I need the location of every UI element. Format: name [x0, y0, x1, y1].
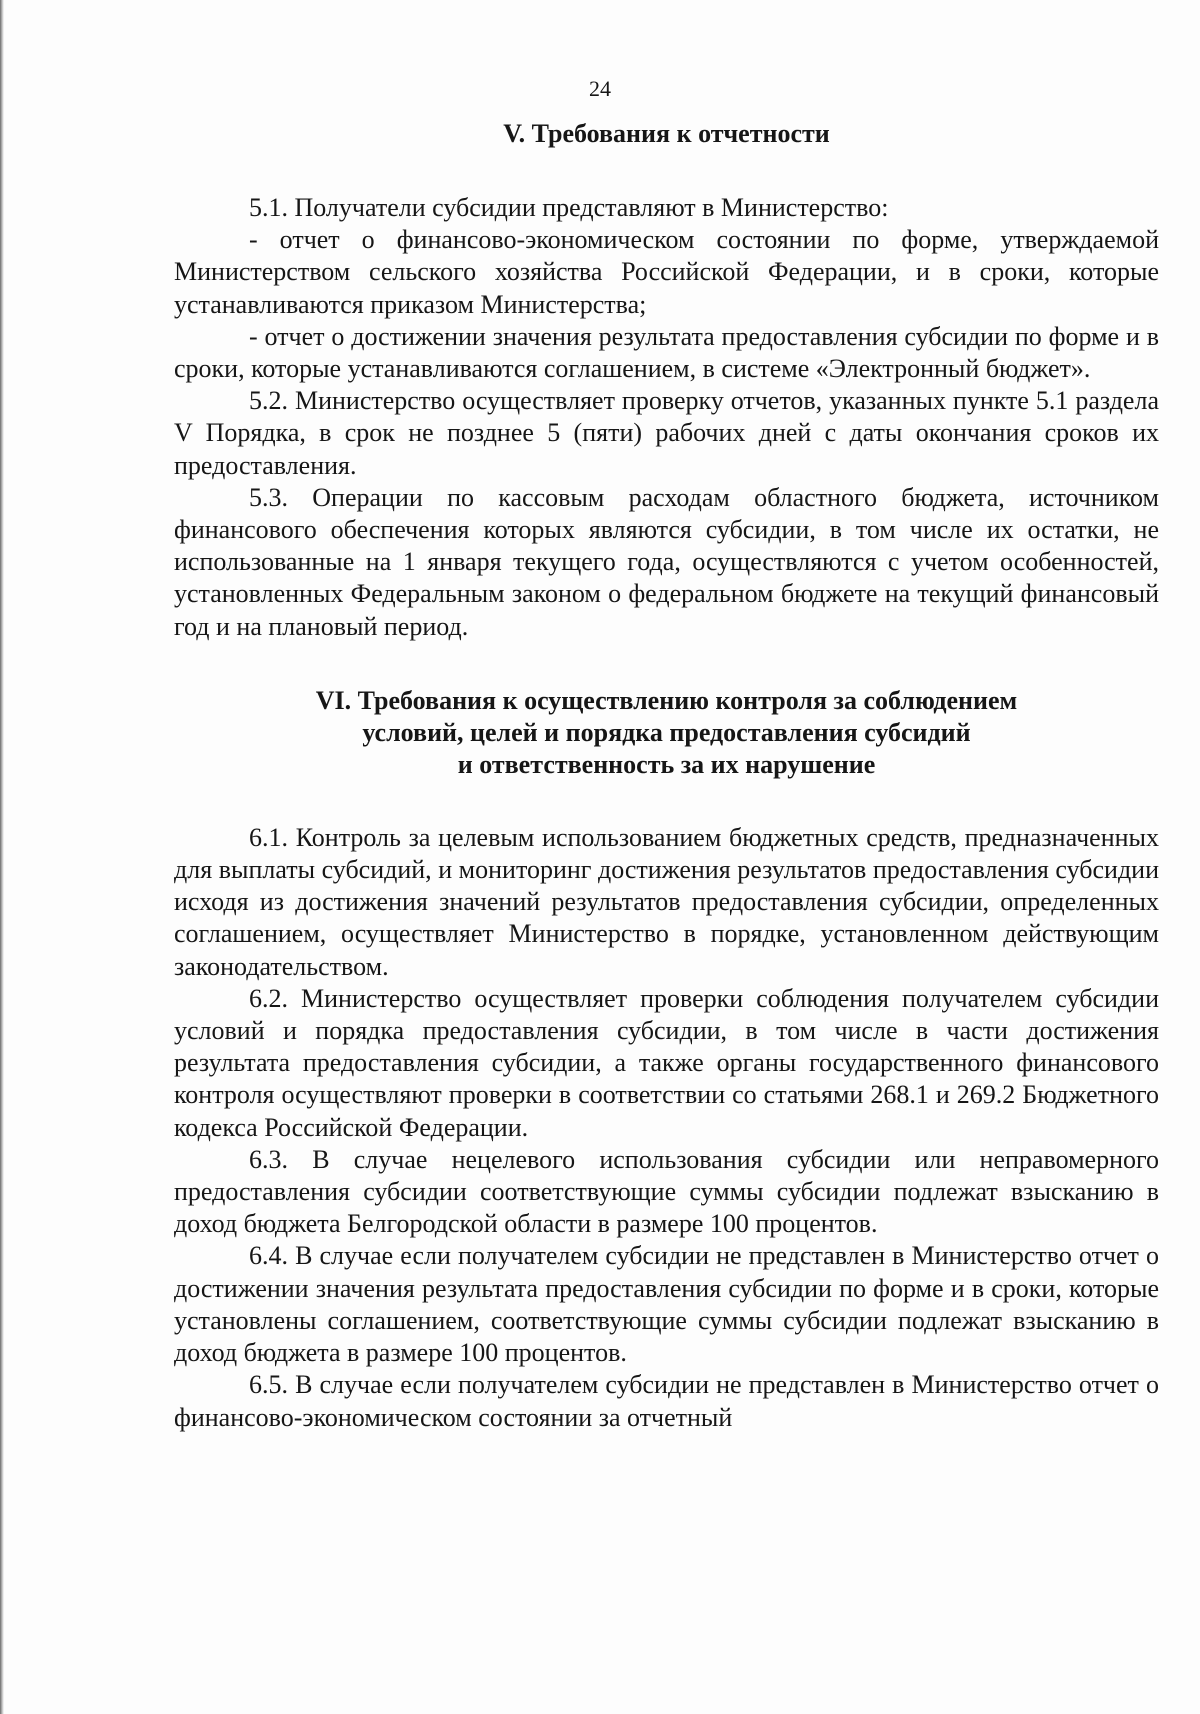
paragraph-5-3: 5.3. Операции по кассовым расходам областного бюджета, источником финансового обеспечения которых являются субсидии, в том числе их остатки, не использованные на 1 января текущего года, осуществляются с учетом особенностей, установленных Федеральным законом о федеральном бюджете на текущий финансовый год и на плановый период. [174, 482, 1159, 641]
paragraph-6-3: 6.3. В случае нецелевого использования субсидии или неправомерного предоставления субсидии соответствующие суммы субсидии подлежат взысканию в доход бюджета Белгородской области в размере 100 процентов. [174, 1144, 1159, 1239]
paragraph-6-5: 6.5. В случае если получателем субсидии не представлен в Министерство отчет о финансово-экономическом состоянии за отчетный [174, 1370, 1159, 1432]
scan-edge-shadow [0, 0, 4, 1714]
section-6-heading-line: VI. Требования к осуществлению контроля за соблюдением [315, 685, 1018, 715]
document-body [174, 118, 1159, 1434]
section-6-heading [174, 685, 1159, 781]
paragraph-5-1: 5.1. Получатели субсидии представляют в Министерство: [249, 193, 889, 222]
paragraph-5-2: 5.2. Министерство осуществляет проверку отчетов, указанных пункте 5.1 раздела V Порядка, в срок не позднее 5 (пяти) рабочих дней с даты окончания сроков их предоставления. [174, 386, 1159, 480]
section-6-heading-line: и ответственность за их нарушение [457, 749, 876, 779]
paragraph-6-1: 6.1. Контроль за целевым использованием бюджетных средств, предназначенных для выплаты субсидий, и мониторинг достижения результатов предоставления субсидии исходя из достижения значений результатов предоставления субсидии, определенных соглашением, осуществляет Министерство в порядке, установленном действующим законодательством. [174, 822, 1159, 981]
section-6-heading-line: условий, целей и порядка предоставления субсидий [362, 717, 971, 747]
paragraph-5-1-item-1: - отчет о финансово-экономическом состоянии по форме, утверждаемой Министерством сельского хозяйства Российской Федерации, и в сроки, которые устанавливаются приказом Министерства; [174, 225, 1159, 319]
paragraph-6-4: 6.4. В случае если получателем субсидии не представлен в Министерство отчет о достижении значения результата предоставления субсидии по форме и в сроки, которые установлены соглашением, соответствующие суммы субсидии подлежат взысканию в доход бюджета в размере 100 процентов. [174, 1241, 1159, 1368]
paragraph-5-1-item-2: - отчет о достижении значения результата предоставления субсидии по форме и в сроки, которые устанавливаются соглашением, в системе «Электронный бюджет». [174, 321, 1159, 384]
page-number: 24 [589, 76, 611, 101]
section-5-heading: V. Требования к отчетности [503, 119, 830, 148]
paragraph-6-2: 6.2. Министерство осуществляет проверки соблюдения получателем субсидии условий и порядка предоставления субсидии, в том числе в части достижения результата предоставления субсидии, а также органы государственного финансового контроля осуществляют проверки в соответствии со статьями 268.1 и 269.2 Бюджетного кодекса Российской Федерации. [174, 983, 1159, 1142]
